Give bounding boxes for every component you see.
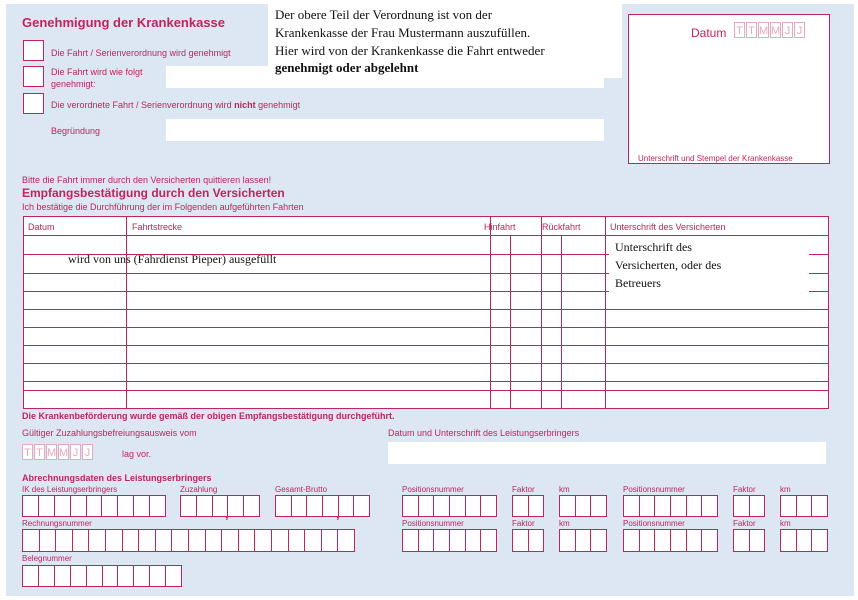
- as-follows-checkbox[interactable]: [23, 66, 44, 87]
- provider-signature-field[interactable]: [388, 442, 826, 464]
- km-field-2[interactable]: [559, 529, 607, 552]
- annotation-signature-line-3: Betreuers: [615, 276, 661, 290]
- receipt-number-label: Belegnummer: [22, 554, 72, 563]
- position-field-4[interactable]: [623, 529, 718, 552]
- factor-field-1[interactable]: [512, 495, 544, 517]
- annotation-top-line-3: Hier wird von der Krankenkasse die Fahrt entweder: [275, 43, 545, 58]
- km-label-2: km: [559, 519, 570, 528]
- stamp-caption: Unterschrift und Stempel der Krankenkasse: [638, 154, 793, 163]
- ik-label: IK des Leistungserbringers: [22, 485, 118, 494]
- exemption-suffix: lag vor.: [122, 449, 152, 459]
- receipt-title: Empfangsbestätigung durch den Versicherten: [22, 186, 285, 200]
- copay-field[interactable]: [180, 495, 260, 517]
- gross-label: Gesamt-Brutto: [275, 485, 328, 494]
- approved-option-label: Die Fahrt / Serienverordnung wird genehmigt: [51, 48, 231, 58]
- annotation-route: wird von uns (Fahrdienst Pieper) ausgefüllt: [68, 252, 277, 266]
- copay-label: Zuzahlung: [180, 485, 218, 494]
- factor-label-1: Faktor: [512, 485, 535, 494]
- km-label-4: km: [780, 519, 791, 528]
- gross-decimal-separator: ,: [336, 506, 340, 521]
- factor-label-4: Faktor: [733, 519, 756, 528]
- col-header-return: Rückfahrt: [542, 222, 581, 232]
- factor-field-3[interactable]: [733, 495, 765, 517]
- exemption-label: Gültiger Zuzahlungsbefreiungsausweis vom: [22, 428, 197, 438]
- col-header-route: Fahrtstrecke: [132, 222, 183, 232]
- receipt-subtitle: Ich bestätige die Durchführung der im Folgenden aufgeführten Fahrten: [22, 202, 304, 212]
- km-field-3[interactable]: [780, 495, 828, 517]
- denied-option-label: Die verordnete Fahrt / Serienverordnung wird nicht genehmigt: [51, 100, 301, 110]
- factor-field-4[interactable]: [733, 529, 765, 552]
- transport-form: [6, 4, 854, 596]
- annotation-top-line-4: genehmigt oder abgelehnt: [275, 60, 419, 75]
- col-header-signature: Unterschrift des Versicherten: [610, 222, 726, 232]
- factor-label-3: Faktor: [733, 485, 756, 494]
- annotation-top-line-2: Krankenkasse der Frau Mustermann auszufüllen.: [275, 25, 531, 40]
- col-header-date: Datum: [28, 222, 55, 232]
- annotation-top-line-1: Der obere Teil der Verordnung ist von der: [275, 7, 493, 22]
- receipt-number-field[interactable]: [22, 565, 182, 587]
- approved-checkbox[interactable]: [23, 40, 44, 61]
- gross-field[interactable]: [275, 495, 370, 517]
- copay-decimal-separator: ,: [225, 506, 229, 521]
- factor-label-2: Faktor: [512, 519, 535, 528]
- stamp-date-placeholder[interactable]: T T M M J J: [734, 22, 806, 38]
- annotation-signature-line-1: Unterschrift des: [615, 240, 692, 254]
- col-header-outbound: Hinfahrt: [484, 222, 516, 232]
- km-label-1: km: [559, 485, 570, 494]
- km-field-1[interactable]: [559, 495, 607, 517]
- receipt-notice: Bitte die Fahrt immer durch den Versicherten quittieren lassen!: [22, 175, 272, 185]
- reason-label: Begründung: [51, 126, 101, 136]
- position-label-1: Positionsnummer: [402, 485, 464, 494]
- insurer-stamp-box[interactable]: [628, 14, 830, 164]
- position-label-2: Positionsnummer: [402, 519, 464, 528]
- billing-title: Abrechnungsdaten des Leistungserbringers: [22, 473, 212, 483]
- exemption-date-placeholder[interactable]: T T M M J J: [22, 444, 94, 460]
- invoice-field[interactable]: [22, 529, 355, 552]
- position-label-4: Positionsnummer: [623, 519, 685, 528]
- stamp-date-label: Datum: [691, 26, 727, 40]
- annotation-signature-block: [609, 237, 809, 293]
- provider-signature-label: Datum und Unterschrift des Leistungserbringers: [388, 428, 580, 438]
- as-follows-option-label-1: Die Fahrt wird wie folgt: [51, 67, 143, 77]
- km-label-3: km: [780, 485, 791, 494]
- annotation-signature-line-2: Versicherten, oder des: [615, 258, 722, 272]
- km-field-4[interactable]: [780, 529, 828, 552]
- factor-field-2[interactable]: [512, 529, 544, 552]
- position-field-2[interactable]: [402, 529, 497, 552]
- denied-checkbox[interactable]: [23, 93, 44, 114]
- position-label-3: Positionsnummer: [623, 485, 685, 494]
- annotation-top-block: [268, 4, 622, 78]
- reason-field[interactable]: [166, 119, 604, 141]
- ik-field[interactable]: [22, 495, 166, 517]
- confirmation-statement: Die Krankenbeförderung wurde gemäß der obigen Empfangsbestätigung durchgeführt.: [22, 411, 395, 421]
- position-field-1[interactable]: [402, 495, 497, 517]
- invoice-label: Rechnungsnummer: [22, 519, 92, 528]
- trips-table: [23, 216, 829, 409]
- approval-title: Genehmigung der Krankenkasse: [22, 15, 226, 30]
- position-field-3[interactable]: [623, 495, 718, 517]
- as-follows-option-label-2: genehmigt:: [51, 79, 96, 89]
